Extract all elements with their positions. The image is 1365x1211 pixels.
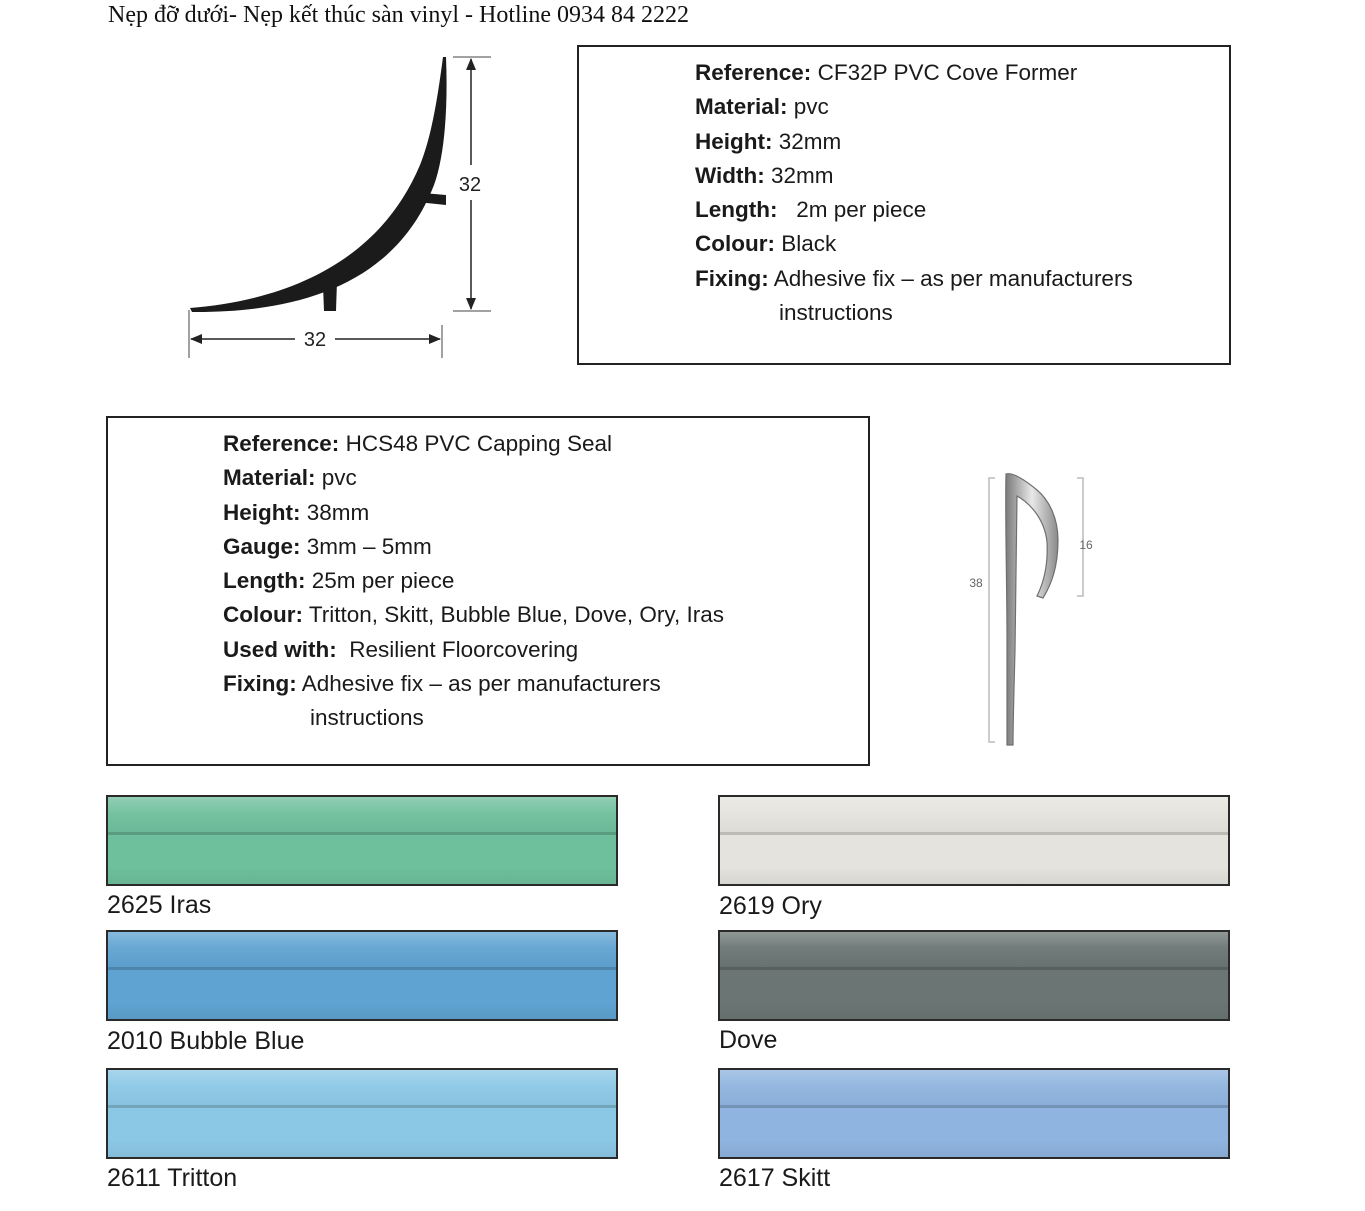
spec-row-fixing-continuation: instructions xyxy=(779,300,893,326)
capping-seal-spec-box xyxy=(106,416,870,766)
capping-seal-profile-diagram xyxy=(955,460,1105,760)
spec-row-colour: Colour: Black xyxy=(695,231,837,257)
swatch-label-bubble-blue: 2010 Bubble Blue xyxy=(107,1027,305,1055)
spec-row-material: Material: pvc xyxy=(223,465,357,491)
page-title: Nẹp đỡ dưới- Nẹp kết thúc sàn vinyl - Hotline 0934 84 2222 xyxy=(108,2,689,28)
spec-row-fixing: Fixing: Adhesive fix – as per manufacturers xyxy=(695,265,1133,291)
height-dimension-label: 38 xyxy=(969,576,983,590)
width-dimension-label: 32 xyxy=(303,329,327,351)
swatch-ory xyxy=(718,795,1230,886)
cove-former-profile-svg xyxy=(170,45,510,365)
spec-row-reference: Reference: CF32P PVC Cove Former xyxy=(695,60,1078,85)
spec-row-length: Length: 25m per piece xyxy=(223,568,455,594)
spec-row-used-with: Used with: Resilient Floorcovering xyxy=(223,636,579,662)
swatch-label-iras: 2625 Iras xyxy=(107,891,212,919)
spec-row-fixing: Fixing: Adhesive fix – as per manufacturers xyxy=(223,671,661,697)
spec-row-height: Height: 38mm xyxy=(223,499,370,525)
cove-profile-shape xyxy=(190,57,447,312)
swatch-iras xyxy=(106,795,618,886)
swatch-dove xyxy=(718,930,1230,1021)
swatch-skitt xyxy=(718,1068,1230,1159)
spec-row-material: Material: pvc xyxy=(695,94,829,120)
swatch-label-skitt: 2617 Skitt xyxy=(719,1164,831,1192)
lip-dimension-label: 16 xyxy=(1079,538,1093,552)
spec-row-height: Height: 32mm xyxy=(695,128,842,154)
cove-former-profile-diagram xyxy=(170,45,510,365)
spec-row-fixing-continuation: instructions xyxy=(310,705,424,731)
cove-former-spec-list xyxy=(695,56,1133,330)
swatch-label-dove: Dove xyxy=(719,1026,778,1054)
cove-profile-spur-lower xyxy=(323,281,337,311)
swatch-tritton xyxy=(106,1068,618,1159)
spec-row-colour: Colour: Tritton, Skitt, Bubble Blue, Dove, Ory, Iras xyxy=(223,602,724,628)
spec-row-width: Width: 32mm xyxy=(695,162,834,188)
capping-seal-shape xyxy=(1006,474,1058,745)
cove-former-spec-box xyxy=(577,45,1231,365)
height-dimension-label: 32 xyxy=(458,174,482,196)
spec-row-reference: Reference: HCS48 PVC Capping Seal xyxy=(223,431,612,456)
capping-seal-profile-svg xyxy=(955,460,1105,760)
swatch-label-tritton: 2611 Tritton xyxy=(107,1164,238,1192)
capping-seal-spec-list xyxy=(223,427,724,736)
swatch-bubble-blue xyxy=(106,930,618,1021)
swatch-label-ory: 2619 Ory xyxy=(719,892,822,920)
spec-row-length: Length: 2m per piece xyxy=(695,197,927,223)
spec-row-gauge: Gauge: 3mm – 5mm xyxy=(223,533,432,559)
